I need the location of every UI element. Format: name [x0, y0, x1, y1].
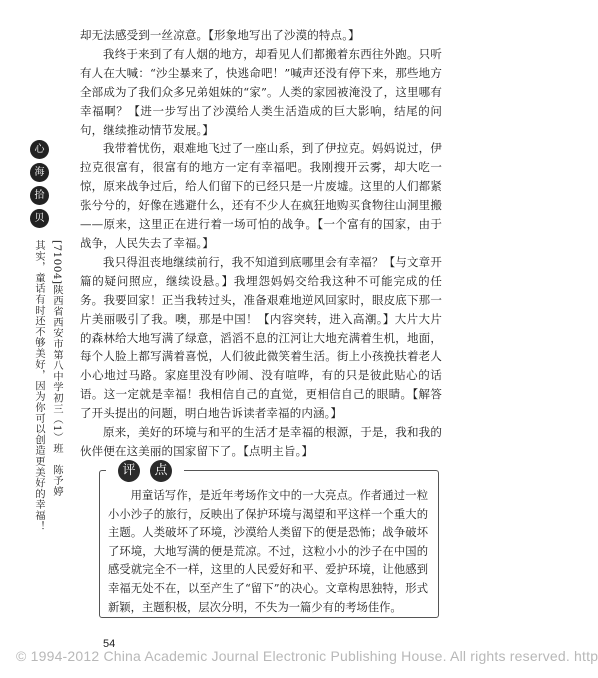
- column-seal-char: 海: [30, 163, 49, 182]
- comment-tag-char: 点: [150, 460, 172, 482]
- page-number: 54: [103, 638, 116, 650]
- comment-box: [99, 463, 439, 618]
- column-seal-char: 贝: [30, 209, 49, 228]
- comment-text: 用童话写作，是近年考场作文中的一大亮点。作者通过一粒小小沙子的旅行，反映出了保护环境与渴望和平这样一个重大的主题。人类破坏了环境，沙漠给人类留下的便是恐怖；战争破坏了环境，大地写满的便是荒凉。不过，这粒小小的沙子在中国的感受就完全不一样，这里的人民爱好和平、爱护环境，让他感到幸福无处不在，以至产生了“留下”的决心。文章构思独特，形式新颖，主题积极，层次分明，不失为一篇少有的考场佳作。: [108, 489, 428, 614]
- column-seal-char: 心: [30, 140, 49, 159]
- paragraph: 我只得沮丧地继续前行，我不知道到底哪里会有幸福？【与文章开篇的疑问照应，继续设悬。】我埋怨妈妈交给我这种不可能完成的任务。我要回家！正当我转过头，准备艰难地逆风回家时，眼皮底下那一片美丽吸引了我。噢，那是中国！【内容突转，进入高潮。】大片大片的森林给大地写满了绿意，滔滔不息的江河让大地充满着生机，地面，每个人脸上都写满着喜悦，人们彼此微笑着生活。街上小孩挽扶着老人小心地过马路。家庭里没有吵闹、没有喧哗，有的只是彼此贴心的话语。这一定就是幸福！我相信自己的直觉，更相信自己的眼睛。【解答了开头提出的问题，明白地告诉读者幸福的内涵。】: [80, 254, 442, 421]
- paragraph: 原来，美好的环境与和平的生活才是幸福的根源，于是，我和我的伙伴便在这美丽的国家留下了。【点明主旨。】: [80, 425, 442, 458]
- paragraph: 我带着忧伤，艰难地飞过了一座山系，到了伊拉克。妈妈说过，伊拉克很富有，很富有的地方一定有幸福吧。我刚搜开云雾，却大吃一惊，原来战争过后，给人们留下的已经只是一片废墟。这里的人们都紧张兮兮的，好像在逃避什么，还有不少人在疯狂地购买食物往山洞里搬——原来，这里正在进行着一场可怕的战争。【一个富有的国家，由于战争，人民失去了幸福。】: [80, 141, 442, 250]
- column-seal-char: 拾: [30, 186, 49, 205]
- copyright-watermark: © 1994-2012 China Academic Journal Electronic Publishing House. All rights reserved. http: [16, 648, 598, 664]
- comment-tag-char: 评: [118, 460, 140, 482]
- column-sidebar: [26, 140, 74, 570]
- article-conclusion-vertical: 其实，童话有时还不够美好，因为你可以创造更美好的幸福！: [33, 240, 44, 532]
- paragraph: 却无法感受到一丝凉意。【形象地写出了沙漠的特点。】: [80, 28, 360, 42]
- paragraph: 我终于来到了有人烟的地方，却看见人们都搬着东西往外跑。只听有人在大喊：“沙尘暴来了，快逃命吧！”喊声还没有停下来，那些地方全部成为了我们众多兄弟姐妹的“家”。人类的家园被淹没了，这里哪有幸福啊？【进一步写出了沙漠给人类生活造成的巨大影响，结尾的问句，继续推动情节发展。】: [80, 46, 442, 137]
- comment-heading: [106, 459, 184, 483]
- author-byline-vertical: [71004]陕西省西安市第八中学初三（1）班 陈予婷: [51, 240, 62, 497]
- article-body: [80, 26, 442, 461]
